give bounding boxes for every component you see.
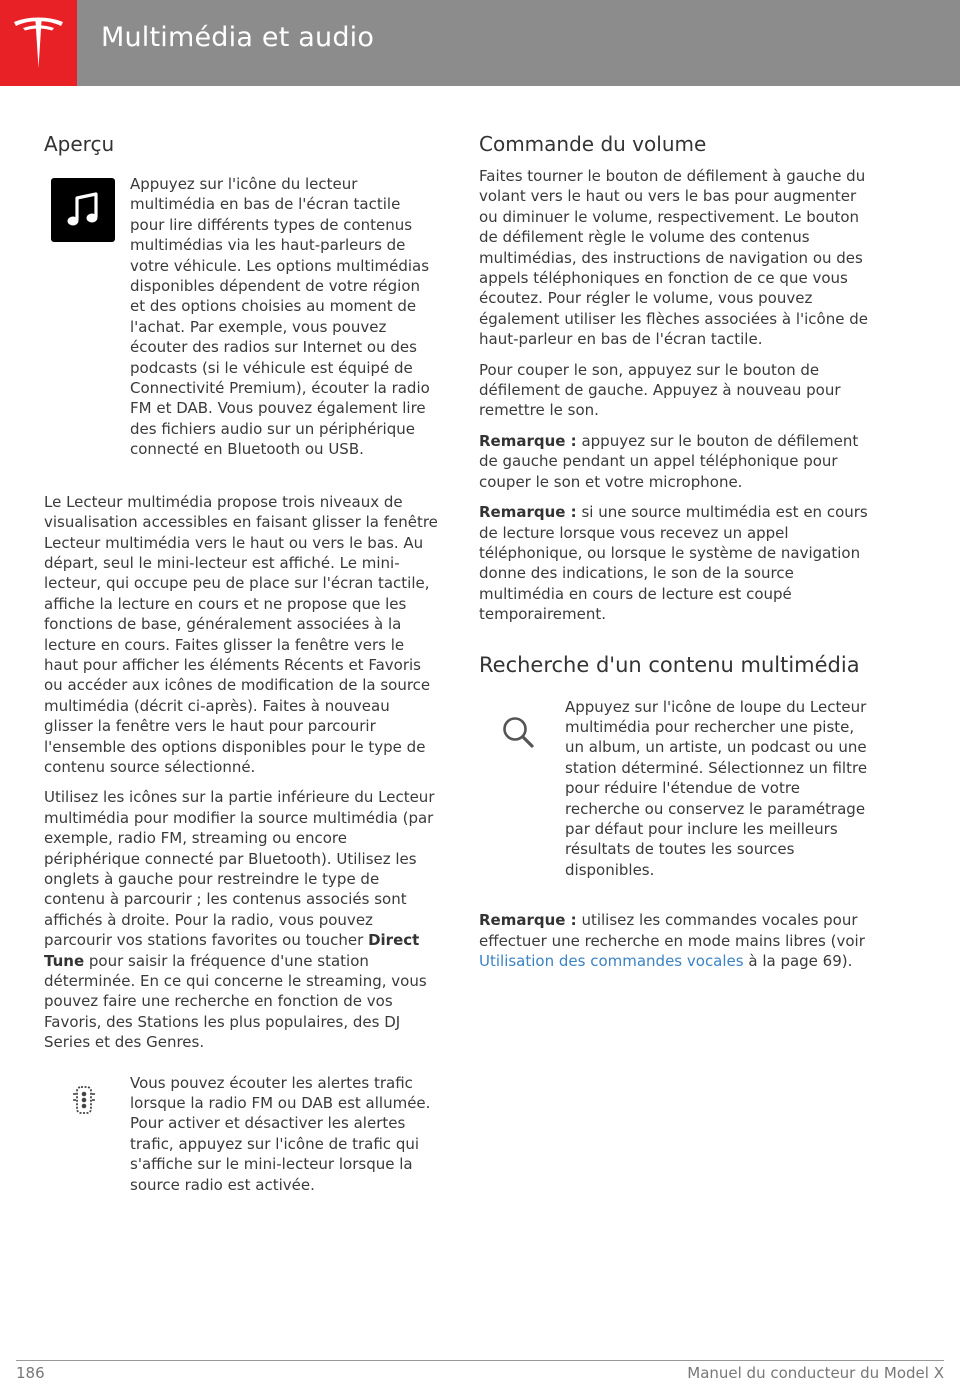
page-number: 186	[16, 1364, 45, 1382]
magnifier-icon	[501, 715, 537, 751]
left-column	[44, 132, 439, 1205]
manual-name: Manuel du conducteur du Model X	[687, 1364, 944, 1382]
media-icon-description: Appuyez sur l'icône du lecteur multimédia en bas de l'écran tactile pour lire différents types de contenus multimédias via les haut-parleurs de votre véhicule. Les options multimédias disponibles dépendent de votre région et des options choisies au moment de l'achat. Par exemple, vous pouvez écouter des radios sur Internet ou des podcasts (si le véhicule est équipé de Connectivité Premium), écouter la radio FM et DAB. Vous pouvez également lire des fichiers audio sur un périphérique connecté en Bluetooth ou USB.	[130, 175, 430, 459]
note-mute-call: Remarque : appuyez sur le bouton de défilement de gauche pendant un appel téléphonique pour couper le son et votre microphone.	[479, 431, 859, 491]
search-icon-description: Appuyez sur l'icône de loupe du Lecteur multimédia pour rechercher une piste, un album, un artiste, un podcast ou une station déterminé. Sélectionnez un filtre pour réduire l'étendue de votre recherche ou conservez le paramétrage par défaut pour inclure les meilleurs résultats de toutes les sources disponibles.	[565, 697, 868, 879]
paragraph-lecteur-niveaux: Le Lecteur multimédia propose trois niveaux de visualisation accessibles en faisant glisser la fenêtre Lecteur multimédia vers le haut ou vers le bas. Au départ, seul le mini-lecteur est affiché. Le mini-lecteur, qui occupe peu de place sur l'écran tactile, affiche la lecture en cours et ne propose que les fonctions de base, généralement associées à la lecture en cours. Faites glisser la fenêtre vers le haut pour afficher les éléments Récents et Favoris ou accéder aux icônes de modification de la source multimédia (décrit ci-après). Faites à nouveau glisser la fenêtre vers le haut pour parcourir l'ensemble des options disponibles pour le type de contenu source sélectionné.	[44, 492, 438, 776]
section-heading-volume: Commande du volume	[479, 132, 707, 156]
note-label: Remarque :	[479, 911, 577, 930]
voice-commands-link[interactable]: Utilisation des commandes vocales	[479, 952, 744, 970]
traffic-light-icon	[72, 1085, 96, 1115]
traffic-alert-block	[44, 1073, 439, 1205]
note-media-interruption: Remarque : si une source multimédia est en cours de lecture lorsque vous recevez un appel téléphonique, ou lorsque le système de navigation donne des indications, le son de la source multimédia en cours de lecture est coupé temporairement.	[479, 503, 868, 624]
search-block	[479, 697, 874, 891]
note-label: Remarque :	[479, 503, 577, 522]
paragraph-volume-2: Pour couper le son, appuyez sur le bouton de défilement de gauche. Appuyez à nouveau pour remettre le son.	[479, 360, 841, 420]
note-voice-commands: Remarque : utilisez les commandes vocales pour effectuer une recherche en mode mains libres (voir Utilisation des commandes vocales à la page 69).	[479, 911, 865, 970]
section-heading-apercu: Aperçu	[44, 132, 115, 156]
direct-tune-label: Direct Tune	[44, 931, 420, 970]
traffic-icon-description: Vous pouvez écouter les alertes trafic lorsque la radio FM ou DAB est allumée. Pour activer et désactiver les alertes trafic, appuyez sur l'icône de trafic qui s'affiche sur le mini-lecteur lorsque la source radio est activée.	[130, 1073, 431, 1194]
tesla-logo-icon	[11, 16, 66, 70]
footer-divider	[16, 1360, 944, 1361]
note-label: Remarque :	[479, 431, 577, 450]
brand-logo	[0, 0, 77, 86]
paragraph-volume-1: Faites tourner le bouton de défilement à gauche du volant vers le haut ou vers le bas pour augmenter ou diminuer le volume, respectivement. Le bouton de défilement règle le volume des contenus multimédias, des instructions de navigation ou des appels téléphoniques en fonction de ce que vous écoutez. Pour régler le volume, vous pouvez également utiliser les flèches associées à l'icône de haut-parleur en bas de l'écran tactile.	[479, 167, 868, 349]
page-title: Multimédia et audio	[101, 22, 375, 53]
section-heading-recherche: Recherche d'un contenu multimédia	[479, 652, 860, 677]
right-column	[479, 132, 874, 981]
paragraph-icones-source: Utilisez les icônes sur la partie inférieure du Lecteur multimédia pour modifier la source multimédia (par exemple, radio FM, streaming ou encore périphérique connecté par Bluetooth). Utilisez les onglets à gauche pour restreindre le type de contenu à parcourir ; les contenus associés sont affichés à droite. Pour la radio, vous pouvez parcourir vos stations favorites ou toucher Direct Tune pour saisir la fréquence d'une station déterminée. En ce qui concerne le streaming, vous pouvez faire une recherche en fonction de vos Favoris, des Stations les plus populaires, des DJ Series et des Genres.	[44, 788, 435, 1052]
music-note-icon	[51, 178, 115, 242]
page-header	[0, 0, 960, 86]
media-player-block	[44, 175, 439, 470]
